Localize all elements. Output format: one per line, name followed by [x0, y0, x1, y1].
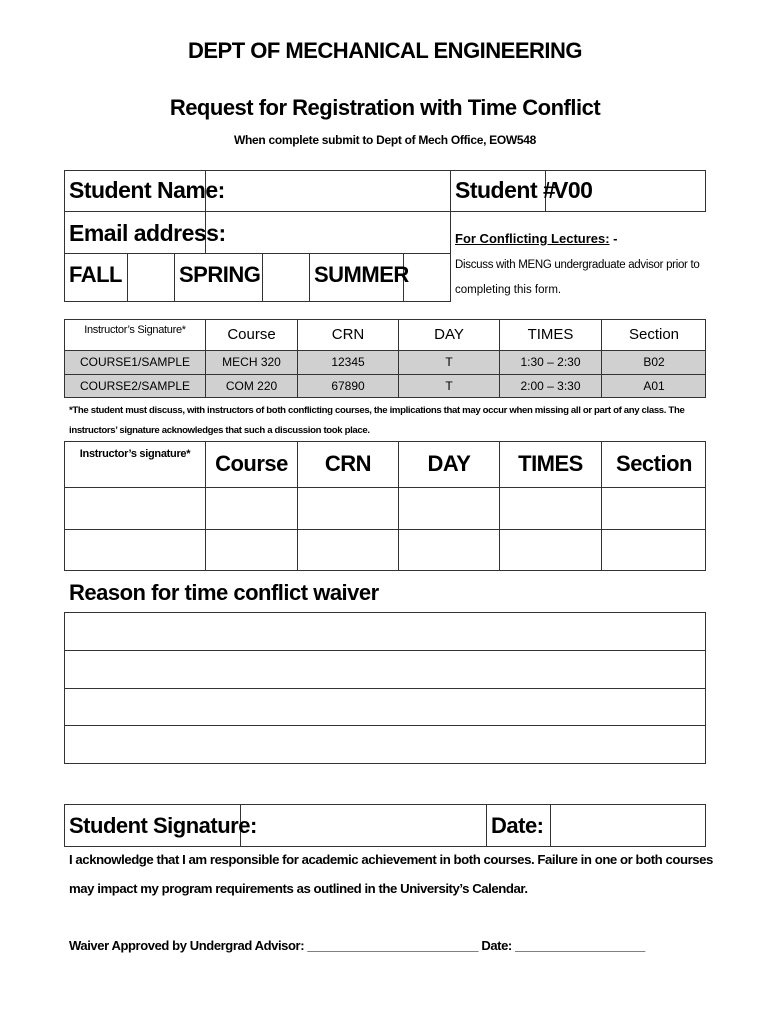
sample-cell-signature: COURSE2/SAMPLE — [79, 379, 191, 393]
sample-cell-course: MECH 320 — [222, 355, 281, 369]
entry-header-crn: CRN — [324, 451, 372, 476]
approval-date-label: Date: — [481, 938, 512, 953]
student-name-field[interactable] — [207, 172, 448, 210]
entry-header-section: Section — [616, 451, 692, 476]
student-signature-label: Student Signature: — [69, 813, 257, 838]
conflict-heading: For Conflicting Lectures: — [455, 231, 610, 246]
student-number-field[interactable]: V00 — [553, 177, 593, 203]
approval-label: Waiver Approved by Undergrad Advisor: — [69, 938, 305, 953]
entry-header-times: TIMES — [518, 451, 583, 476]
sample-cell-signature: COURSE1/SAMPLE — [79, 355, 191, 369]
email-field[interactable] — [207, 214, 448, 252]
entry-header-day: DAY — [427, 451, 471, 476]
term-fall-checkbox[interactable] — [129, 255, 173, 300]
dept-heading: DEPT OF MECHANICAL ENGINEERING — [187, 38, 583, 63]
sample-cell-course: COM 220 — [225, 379, 278, 393]
sample-cell-crn: 67890 — [331, 379, 365, 393]
entry-header-signature: Instructor’s signature* — [79, 448, 191, 460]
sample-cell-day: T — [445, 379, 453, 393]
acknowledge-line-2: may impact my program requirements as outlined in the University’s Calendar. — [69, 881, 528, 896]
sample-header-times: TIMES — [527, 326, 574, 343]
sample-cell-times: 1:30 – 2:30 — [520, 355, 581, 369]
approval-signature-line[interactable]: _________________________ — [307, 938, 479, 953]
sample-header-day: DAY — [434, 326, 464, 343]
table-row[interactable] — [65, 530, 705, 570]
sample-header-course: Course — [227, 326, 276, 343]
sample-cell-day: T — [445, 355, 453, 369]
approval-date-line[interactable]: ___________________ — [515, 938, 645, 953]
conflict-note: For Conflicting Lectures: - — [455, 231, 618, 246]
signature-date-field[interactable] — [552, 806, 705, 845]
term-fall-label: FALL — [69, 262, 122, 287]
term-summer-checkbox[interactable] — [405, 255, 449, 300]
approval-row — [69, 938, 645, 953]
term-spring-label: SPRING — [179, 262, 261, 287]
student-name-label: Student Name: — [69, 177, 225, 203]
sample-header-crn: CRN — [331, 326, 365, 343]
submit-note: When complete submit to Dept of Mech Office, EOW548 — [233, 133, 537, 147]
term-summer-label: SUMMER — [314, 262, 409, 287]
acknowledge-line-1: I acknowledge that I am responsible for academic achievement in both courses. Failure in one or both courses — [69, 852, 713, 867]
table-row[interactable] — [65, 488, 705, 529]
student-number-label: Student # — [455, 177, 556, 203]
sample-cell-section: B02 — [643, 355, 665, 369]
student-signature-field[interactable] — [242, 806, 485, 845]
sample-cell-section: A01 — [643, 379, 665, 393]
sample-cell-times: 2:00 – 3:30 — [520, 379, 581, 393]
sample-cell-crn: 12345 — [331, 355, 365, 369]
sample-header-signature: Instructor’s Signature* — [84, 324, 186, 336]
email-label: Email address: — [69, 220, 226, 246]
reason-heading: Reason for time conflict waiver — [69, 580, 379, 605]
conflict-text-1: Discuss with MENG undergraduate advisor prior to — [455, 259, 700, 271]
conflict-text-2: completing this form. — [455, 284, 562, 296]
signature-date-label: Date: — [491, 813, 544, 838]
entry-header-course: Course — [215, 451, 288, 476]
term-spring-checkbox[interactable] — [264, 255, 308, 300]
footnote-line-1: *The student must discuss, with instructors of both conflicting courses, the implications that may occur when missing all or part of any class. The — [69, 405, 685, 416]
form-title: Request for Registration with Time Conflict — [169, 95, 601, 120]
sample-header-section: Section — [628, 326, 680, 343]
footnote-line-2: instructors’ signature acknowledges that such a discussion took place. — [69, 425, 370, 436]
